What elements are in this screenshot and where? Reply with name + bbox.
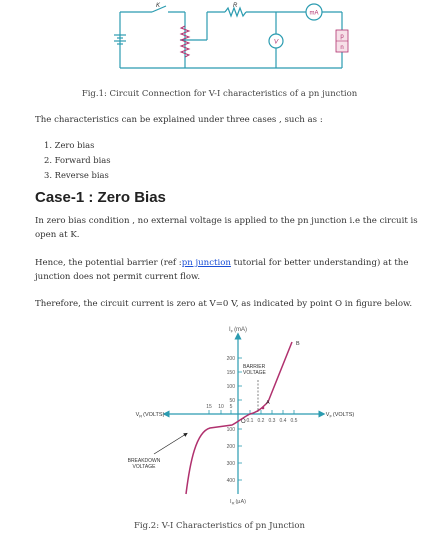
list-item: 2. Forward bias — [44, 155, 111, 165]
y-tick-label: 100 — [226, 384, 235, 390]
resistor-label: R — [233, 3, 238, 9]
y-tick-label: 100 — [226, 427, 235, 433]
voltmeter-label: V — [273, 38, 279, 46]
x-tick-label: 0.1 — [246, 418, 254, 424]
y-tick-label: 150 — [226, 370, 235, 376]
list-item: 3. Reverse bias — [44, 170, 109, 180]
circuit-diagram — [110, 2, 350, 74]
y-tick-label: 300 — [226, 461, 235, 467]
circuit-current-paragraph: Therefore, the circuit current is zero at V=0 V, as indicated by point O in figure below. — [35, 299, 413, 309]
x-axis-title-negative: $V_R(VOLTS)$ — [135, 412, 165, 419]
y-axis-title-positive: $I_F(mA)$ — [228, 327, 248, 334]
y-tick-label: 200 — [226, 444, 235, 450]
barrier-voltage-label: BARRIER VOLTAGE — [243, 364, 266, 376]
x-tick-label: 0.5 — [290, 418, 298, 424]
potential-barrier-paragraph: Hence, the potential barrier (ref :pn junction tutorial for better understanding) at the junction does not permit current flow. — [35, 258, 409, 282]
switch-label: K — [156, 3, 161, 9]
pn-junction-link[interactable]: pn junction — [181, 258, 231, 268]
x-tick-label: 0.2 — [257, 418, 265, 424]
y-tick-label: 400 — [226, 478, 235, 484]
zero-bias-paragraph: In zero bias condition , no external voltage is applied to the pn junction i.e the circuit is open at K. — [35, 216, 418, 240]
y-tick-label: 200 — [226, 356, 235, 362]
point-a-label: A — [266, 400, 270, 406]
figure-2-caption: Fig.2: V-I Characteristics of pn Junction — [134, 521, 305, 531]
x-axis-title-positive: $V_F(VOLTS)$ — [325, 412, 355, 419]
x-tick-label: 15 — [206, 404, 212, 410]
svg-text:n: n — [340, 45, 344, 51]
y-tick-label: 50 — [229, 398, 235, 404]
point-a-marker — [262, 407, 265, 410]
breakdown-voltage-label: BREAKDOWN VOLTAGE — [127, 458, 161, 470]
y-axis-title-negative: $I_R(\mu A)$ — [230, 499, 246, 506]
x-tick-label: 0.3 — [268, 418, 276, 424]
list-item: 1. Zero bias — [44, 140, 95, 150]
svg-text:p: p — [340, 34, 344, 40]
figure-1-caption: Fig.1: Circuit Connection for V-I characteristics of a pn junction — [81, 89, 358, 99]
vi-characteristics-graph — [110, 322, 370, 507]
x-tick-label: 0.4 — [279, 418, 287, 424]
milliammeter-label: mA — [309, 10, 319, 17]
intro-text: The characteristics can be explained under three cases , such as : — [35, 115, 323, 125]
point-b-label: B — [296, 341, 300, 347]
section-heading: Case-1 : Zero Bias — [35, 189, 166, 206]
x-tick-label: 5 — [229, 404, 233, 410]
x-tick-label: 10 — [218, 404, 224, 410]
breakdown-arrow — [154, 434, 186, 454]
origin-label: O — [241, 419, 246, 425]
vi-curve — [186, 342, 292, 494]
bias-cases-list — [44, 138, 111, 183]
